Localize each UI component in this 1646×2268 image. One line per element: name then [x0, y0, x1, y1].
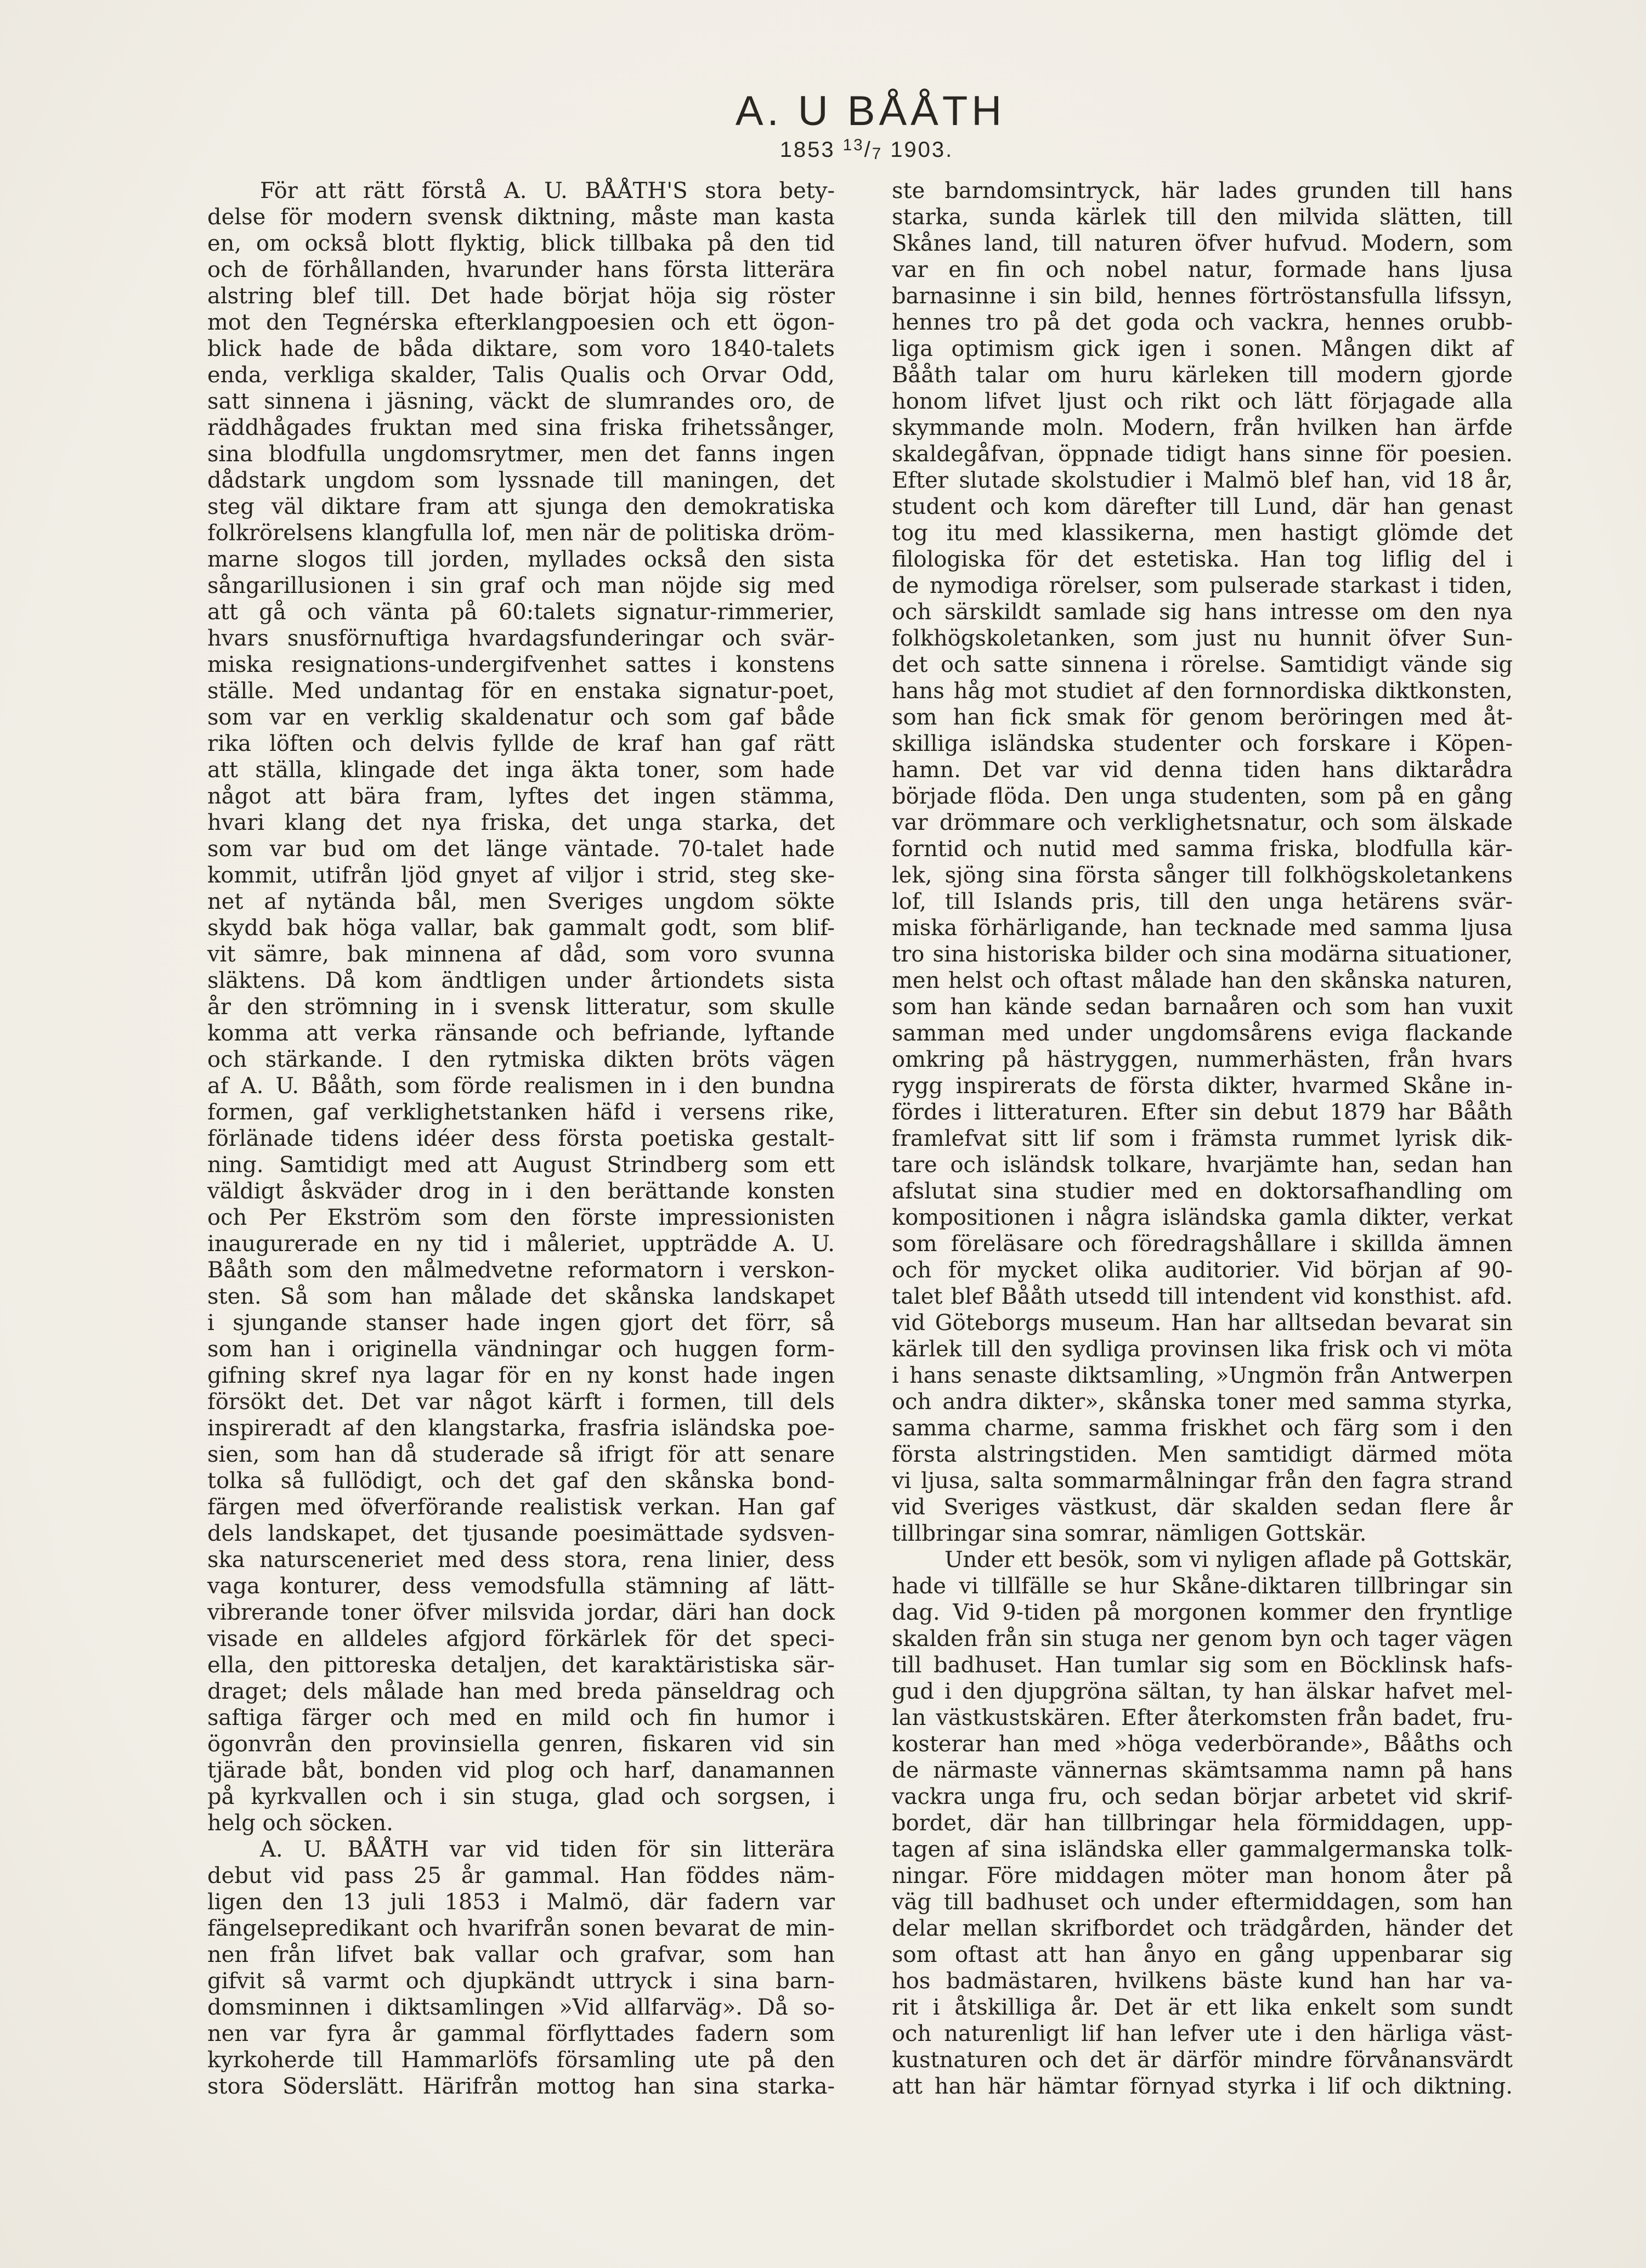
text-line: tro sina historiska bilder och sina modärna situationer,: [892, 942, 1513, 967]
text-line: som han kände sedan barnaåren och som han vuxit: [892, 994, 1513, 1020]
text-line: som var bud om det länge väntade. 70-talet hade: [207, 836, 835, 862]
text-line: att han här hämtar förnyad styrka i lif och diktning.: [892, 2074, 1513, 2099]
text-line: men helst och oftast målade han den skånska naturen,: [892, 968, 1513, 993]
text-line: ställe. Med undantag för en enstaka signatur-poet,: [207, 678, 835, 704]
text-line: de närmaste vännernas skämtsamma namn på hans: [892, 1758, 1513, 1783]
text-line: mot den Tegnérska efterklangpoesien och ett ögon-: [207, 310, 835, 335]
text-line: gifning skref nya lagar för en ny konst hade ingen: [207, 1363, 835, 1388]
text-line: förlänade tidens idéer dess första poetiska gestalt-: [207, 1126, 835, 1151]
text-line: bordet, där han tillbringar hela förmiddagen, upp-: [892, 1811, 1513, 1836]
text-line: satt sinnena i jäsning, väckt de slumrandes oro, de: [207, 389, 835, 414]
text-line: och naturenligt lif han lefver ute i den härliga väst-: [892, 2021, 1513, 2046]
text-line: att gå och vänta på 60:talets signatur-rimmerier,: [207, 599, 835, 625]
text-line: tog itu med klassikerna, men hastigt glömde det: [892, 521, 1513, 546]
text-line: folkrörelsens klangfulla lof, men när de politiska dröm-: [207, 521, 835, 546]
text-line: alstring blef till. Det hade börjat höja sig röster: [207, 284, 835, 309]
text-line: en, om också blott flyktig, blick tillbaka på den tid: [207, 231, 835, 256]
text-line: samman med under ungdomsårens eviga flackande: [892, 1021, 1513, 1046]
paragraph: [892, 178, 1513, 1547]
left-text-column: [207, 178, 835, 2100]
text-line: honom lifvet ljust och rikt och lätt förjagade alla: [892, 389, 1513, 414]
text-line: dådstark ungdom som lyssnade till maningen, det: [207, 468, 835, 493]
text-line: vi ljusa, salta sommarmålningar från den fagra strand: [892, 1468, 1513, 1494]
text-line: lan västkustskären. Efter återkomsten från badet, fru-: [892, 1705, 1513, 1730]
text-line: blick hade de båda diktare, som voro 1840-talets: [207, 336, 835, 361]
text-line: af A. U. Bååth, som förde realismen in i den bundna: [207, 1073, 835, 1099]
text-line: i hans senaste diktsamling, »Ungmön från Antwerpen: [892, 1363, 1513, 1388]
text-line: gifvit så varmt och djupkändt uttryck i sina barn-: [207, 1969, 835, 1994]
text-line: barnasinne i sin bild, hennes förtröstansfulla lifssyn,: [892, 284, 1513, 309]
text-line: samma charme, samma friskhet och färg som i den: [892, 1416, 1513, 1441]
text-line: Bååth talar om huru kärleken till modern gjorde: [892, 363, 1513, 388]
text-line: nen från lifvet bak vallar och grafvar, som han: [207, 1942, 835, 1967]
text-line: dag. Vid 9-tiden på morgonen kommer den fryntlige: [892, 1600, 1513, 1625]
text-line: vibrerande toner öfver milsvida jordar, däri han dock: [207, 1600, 835, 1625]
text-line: rit i åtskilliga år. Det är ett lika enkelt som sundt: [892, 1995, 1513, 2020]
text-line: helg och söcken.: [207, 1811, 393, 1836]
paragraph: [207, 1836, 835, 2100]
text-line: Skånes land, till naturen öfver hufvud. Modern, som: [892, 231, 1513, 256]
text-line: som föreläsare och föredragshållare i skillda ämnen: [892, 1231, 1513, 1257]
text-line: visade en alldeles afgjord förkärlek för det speci-: [207, 1626, 835, 1651]
text-line: liga optimism gick igen i sonen. Mången dikt af: [892, 336, 1513, 361]
article-title: A. U BÅÅTH: [735, 88, 1006, 134]
text-line: vid Göteborgs museum. Han har alltsedan bevarat sin: [892, 1310, 1513, 1336]
text-line: filologiska för det estetiska. Han tog liflig del i: [892, 547, 1513, 572]
text-line: skilliga isländska studenter och forskare i Köpen-: [892, 731, 1513, 756]
text-line: nen var fyra år gammal förflyttades fadern som: [207, 2021, 835, 2046]
text-line: räddhågades fruktan med sina friska frihetssånger,: [207, 415, 835, 440]
text-line: fördes i litteraturen. Efter sin debut 1879 har Bååth: [892, 1100, 1513, 1125]
text-line: kommit, utifrån ljöd gnyet af viljor i strid, steg ske-: [207, 863, 835, 888]
text-line: som han fick smak för genom beröringen med åt-: [892, 705, 1513, 730]
text-line: och andra dikter», skånska toner med samma styrka,: [892, 1389, 1513, 1415]
text-line: sien, som han då studerade så ifrigt för att senare: [207, 1442, 835, 1467]
article-dates: [592, 136, 1141, 163]
text-line: något att bära fram, lyftes det ingen stämma,: [207, 784, 835, 809]
text-line: kompositionen i några isländska gamla dikter, verkat: [892, 1205, 1513, 1230]
death-year: 1903.: [890, 138, 954, 162]
text-line: var en fin och nobel natur, formade hans ljusa: [892, 257, 1513, 282]
text-line: dels landskapet, det tjusande poesimättade sydsven-: [207, 1521, 835, 1546]
text-line: A. U. BÅÅTH var vid tiden för sin litterära: [260, 1837, 835, 1862]
text-line: tjärade båt, bonden vid plog och harf, danamannen: [207, 1758, 835, 1783]
text-line: tare och isländsk tolkare, hvarjämte han, sedan han: [892, 1152, 1513, 1178]
text-line: debut vid pass 25 år gammal. Han föddes näm-: [207, 1863, 835, 1888]
text-line: saftiga färger och med en mild och fin humor i: [207, 1705, 835, 1730]
text-line: ligen den 13 juli 1853 i Malmö, där fadern var: [207, 1890, 835, 1915]
text-line: och stärkande. I den rytmiska dikten bröts vägen: [207, 1047, 835, 1072]
birth-day: 13: [842, 136, 864, 155]
text-line: ste barndomsintryck, här lades grunden till hans: [892, 178, 1513, 203]
text-line: student och kom därefter till Lund, där han genast: [892, 494, 1513, 519]
text-line: väldigt åskväder drog in i den berättande konsten: [207, 1179, 835, 1204]
text-line: skaldegåfvan, öppnade tidigt hans sinne för poesien.: [892, 442, 1513, 467]
text-line: på kyrkvallen och i sin stuga, glad och sorgsen, i: [207, 1784, 835, 1809]
text-line: hade vi tillfälle se hur Skåne-diktaren tillbringar sin: [892, 1574, 1513, 1599]
text-line: omkring på hästryggen, nummerhästen, från hvars: [892, 1047, 1513, 1072]
text-line: skymmande moln. Modern, från hvilken han ärfde: [892, 415, 1513, 440]
text-line: hvars snusförnuftiga hvardagsfunderingar och svär-: [207, 626, 835, 651]
text-line: hos badmästaren, hvilkens bäste kund han har va-: [892, 1969, 1513, 1994]
text-line: kustnaturen och det är därför mindre förvånansvärdt: [892, 2048, 1513, 2073]
text-line: färgen med öfverförande realistisk verkan. Han gaf: [207, 1495, 835, 1520]
fraction-slash: /: [864, 138, 872, 162]
text-line: och de förhållanden, hvarunder hans första litterära: [207, 257, 835, 282]
text-line: rygg inspirerats de första dikter, hvarmed Skåne in-: [892, 1073, 1513, 1099]
text-line: afslutat sina studier med en doktorsafhandling om: [892, 1179, 1513, 1204]
text-line: och Per Ekström som den förste impressionisten: [207, 1205, 835, 1230]
text-line: enda, verkliga skalder, Talis Qualis och Orvar Odd,: [207, 363, 835, 388]
text-line: miska förhärligande, han tecknade med samma ljusa: [892, 915, 1513, 941]
text-line: tagen af sina isländska eller gammalgermanska tolk-: [892, 1837, 1513, 1862]
text-line: hans håg mot studiet af den fornnordiska diktkonsten,: [892, 678, 1513, 704]
right-text-column: [892, 178, 1513, 2100]
text-line: inaugurerade en ny tid i måleriet, uppträdde A. U.: [207, 1231, 835, 1257]
text-line: väg till badhuset och under eftermiddagen, som han: [892, 1890, 1513, 1915]
text-line: domsminnen i diktsamlingen »Vid allfarväg». Då so-: [207, 1995, 835, 2020]
paragraph: [207, 178, 835, 1836]
text-line: ska natursceneriet med dess stora, rena linier, dess: [207, 1547, 835, 1573]
text-line: vackra unga fru, och sedan börjar arbetet vid skrif-: [892, 1784, 1513, 1809]
text-line: framlefvat sitt lif som i främsta rummet lyrisk dik-: [892, 1126, 1513, 1151]
text-line: hvari klang det nya friska, det unga starka, det: [207, 810, 835, 835]
text-line: För att rätt förstå A. U. BÅÅTH'S stora bety-: [260, 178, 835, 203]
text-line: rika löften och delvis fyllde de kraf han gaf rätt: [207, 731, 835, 756]
text-line: skydd bak höga vallar, bak gammalt godt, som blif-: [207, 915, 835, 941]
text-line: vid Sveriges västkust, där skalden sedan flere år: [892, 1495, 1513, 1520]
text-line: ögonvrån den provinsiella genren, fiskaren vid sin: [207, 1732, 835, 1757]
text-line: folkhögskoletanken, som just nu hunnit öfver Sun-: [892, 626, 1513, 651]
text-line: sina blodfulla ungdomsrytmer, men det fanns ingen: [207, 442, 835, 467]
text-line: i sjungande stanser hade ingen gjort det förr, så: [207, 1310, 835, 1336]
text-line: Bååth som den målmedvetne reformatorn i verskon-: [207, 1258, 835, 1283]
text-line: ningar. Före middagen möter man honom åter på: [892, 1863, 1513, 1888]
text-line: starka, sunda kärlek till den milvida slätten, till: [892, 205, 1513, 230]
text-line: började flöda. Den unga studenten, som på en gång: [892, 784, 1513, 809]
text-line: lof, till Islands pris, till den unga hetärens svär-: [892, 889, 1513, 914]
birth-month: 7: [872, 145, 883, 163]
text-line: inspireradt af den klangstarka, frasfria isländska poe-: [207, 1416, 835, 1441]
paragraph: [892, 1547, 1513, 2100]
text-line: lek, sjöng sina första sånger till folkhögskoletankens: [892, 863, 1513, 888]
text-line: komma att verka ränsande och befriande, lyftande: [207, 1021, 835, 1046]
text-line: skalden från sin stuga ner genom byn och tager vägen: [892, 1626, 1513, 1651]
text-line: tillbringar sina somrar, nämligen Gottskär.: [892, 1521, 1367, 1546]
text-line: de nymodiga rörelser, som pulserade starkast i tiden,: [892, 573, 1513, 598]
text-line: ning. Samtidigt med att August Strindberg som ett: [207, 1152, 835, 1178]
text-line: försökt det. Det var något kärft i formen, till dels: [207, 1389, 835, 1415]
text-line: gud i den djupgröna sältan, ty han älskar hafvet mel-: [892, 1679, 1513, 1704]
text-line: ella, den pittoreska detaljen, det karaktäristiska sär-: [207, 1653, 835, 1678]
text-line: vit sämre, bak minnena af dåd, som voro svunna: [207, 942, 835, 967]
text-line: och för mycket olika auditorier. Vid början af 90-: [892, 1258, 1513, 1283]
text-line: och särskildt samlade sig hans intresse om den nya: [892, 599, 1513, 625]
text-line: marne slogos till jorden, myllades också den sista: [207, 547, 835, 572]
text-line: kyrkoherde till Hammarlöfs församling ute på den: [207, 2048, 835, 2073]
text-line: stora Söderslätt. Härifrån mottog han sina starka-: [207, 2074, 835, 2099]
text-line: till badhuset. Han tumlar sig som en Böcklinsk hafs-: [892, 1653, 1513, 1678]
text-line: första alstringstiden. Men samtidigt därmed möta: [892, 1442, 1513, 1467]
birth-date-fraction: [843, 138, 883, 162]
text-line: talet blef Bååth utsedd till intendent vid konsthist. afd.: [892, 1284, 1513, 1309]
text-line: år den strömning in i svensk litteratur, som skulle: [207, 994, 835, 1020]
birth-year: 1853: [779, 138, 835, 162]
text-line: delar mellan skrifbordet och trädgården, händer det: [892, 1916, 1513, 1941]
text-line: som var en verklig skaldenatur och som gaf både: [207, 705, 835, 730]
text-line: sten. Så som han målade det skånska landskapet: [207, 1284, 835, 1309]
text-line: kosterar han med »höga vederbörande», Bååths och: [892, 1732, 1513, 1757]
text-line: Efter slutade skolstudier i Malmö blef han, vid 18 år,: [892, 468, 1513, 493]
text-line: formen, gaf verklighetstanken häfd i versens rike,: [207, 1100, 835, 1125]
text-line: delse för modern svensk diktning, måste man kasta: [207, 205, 835, 230]
text-line: det och satte sinnena i rörelse. Samtidigt vände sig: [892, 652, 1513, 677]
text-line: steg väl diktare fram att sjunga den demokratiska: [207, 494, 835, 519]
text-line: miska resignations-undergifvenhet sattes i konstens: [207, 652, 835, 677]
text-line: som han i originella vändningar och huggen form-: [207, 1337, 835, 1362]
text-line: fängelsepredikant och hvarifrån sonen bevarat de min-: [207, 1916, 835, 1941]
text-line: forntid och nutid med samma friska, blodfulla kär-: [892, 836, 1513, 862]
text-line: var drömmare och verklighetsnatur, och som älskade: [892, 810, 1513, 835]
text-line: att ställa, klingade det inga äkta toner, som hade: [207, 757, 835, 783]
text-line: sångarillusionen i sin graf och man nöjde sig med: [207, 573, 835, 598]
text-line: släktens. Då kom ändtligen under årtiondets sista: [207, 968, 835, 993]
text-line: draget; dels målade han med breda pänseldrag och: [207, 1679, 835, 1704]
text-line: tolka så fullödigt, och det gaf den skånska bond-: [207, 1468, 835, 1494]
text-line: vaga konturer, dess vemodsfulla stämning af lätt-: [207, 1574, 835, 1599]
text-line: som oftast att han ånyo en gång uppenbarar sig: [892, 1942, 1513, 1967]
text-line: kärlek till den sydliga provinsen lika frisk och vi möta: [892, 1337, 1513, 1362]
text-line: net af nytända bål, men Sveriges ungdom sökte: [207, 889, 835, 914]
text-line: hamn. Det var vid denna tiden hans diktarådra: [892, 757, 1513, 783]
text-line: Under ett besök, som vi nyligen aflade på Gottskär,: [944, 1547, 1513, 1573]
text-line: hennes tro på det goda och vackra, hennes orubb-: [892, 310, 1513, 335]
